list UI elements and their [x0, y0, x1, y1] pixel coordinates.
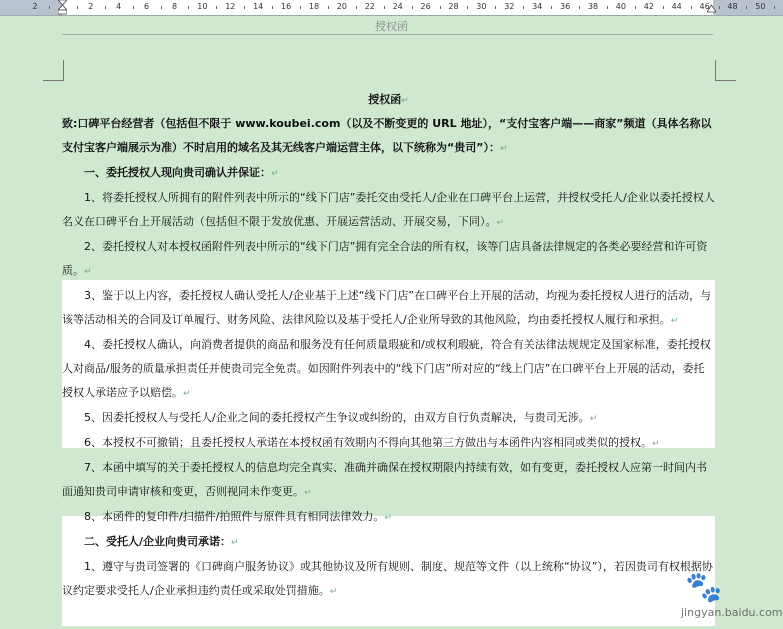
- ruler-tick: [663, 6, 664, 9]
- ruler-tick: [272, 6, 273, 9]
- clause-2-1: 1、遵守与贵司签署的《口碑商户服务协议》或其他协议及所有规则、制度、规范等文件（以上统称“协议”），若因贵司有权根据协议约定要求受托人/企业承担违约责任或采取处罚措施。↵: [62, 560, 713, 597]
- ruler-label: 28: [448, 2, 459, 11]
- ruler-label: 6: [144, 2, 150, 11]
- ruler-label: 30: [476, 2, 487, 11]
- ruler-label: 12: [225, 2, 236, 11]
- doc-addressee: 致:口碑平台经营者（包括但不限于 www.koubei.com（以及不断变更的 URL 地址），“支付宝客户端——商家”频道（具体名称以支付宝客户端展示为准）不时启用的域名及其无线客户端运营主体，以下统称为“贵司”）：↵: [62, 117, 712, 154]
- ruler-label: 20: [336, 2, 347, 11]
- ruler-tick: [49, 6, 50, 9]
- ruler-label: 2: [88, 2, 94, 11]
- ruler-tick: [77, 6, 78, 9]
- clause-2: 2、委托授权人对本授权函附件列表中所示的“线下门店”拥有完全合法的所有权，该等门店具备法律规定的各类必要经营和许可资质。↵: [62, 240, 708, 277]
- ruler-tick: [691, 6, 692, 9]
- ruler-tick: [384, 6, 385, 9]
- ruler-tick: [105, 6, 106, 9]
- ruler-tick: [328, 6, 329, 9]
- ruler-label: 26: [420, 2, 431, 11]
- ruler-tick: [244, 6, 245, 9]
- clause-6: 6、本授权不可撤销；且委托授权人承诺在本授权函有效期内不得向其他第三方做出与本函件内容相同或类似的授权。↵: [84, 436, 660, 449]
- ruler-tick: [440, 6, 441, 9]
- ruler-label: 16: [281, 2, 292, 11]
- ruler-label: 50: [755, 2, 766, 11]
- crop-mark-top-left: [43, 60, 64, 81]
- clause-1: 1、将委托授权人所拥有的附件列表中所示的“线下门店”委托交由受托人/企业在口碑平台上运营，并授权受托人/企业以委托授权人名义在口碑平台上开展活动（包括但不限于发放优惠、开展运营活动、开展交易，下同）。↵: [62, 191, 715, 228]
- ruler-tick: [523, 6, 524, 9]
- ruler-tick: [300, 6, 301, 9]
- ruler-tick: [495, 6, 496, 9]
- doc-title: 授权函↵: [368, 93, 409, 106]
- ruler-label: 4: [116, 2, 122, 11]
- ruler-tick: [467, 6, 468, 9]
- clause-8: 8、本函件的复印件/扫描件/拍照件与原件具有相同法律效力。↵: [84, 510, 392, 523]
- ruler-tick: [161, 6, 162, 9]
- ruler-label: 24: [392, 2, 403, 11]
- ruler-tick: [188, 6, 189, 9]
- ruler-label: 8: [171, 2, 178, 11]
- ruler-tick: [216, 6, 217, 9]
- ruler-tick: [412, 6, 413, 9]
- ruler-label: 18: [308, 2, 320, 11]
- ruler-label: 44: [671, 2, 682, 11]
- watermark: [615, 568, 783, 628]
- ruler-label: 34: [532, 2, 543, 11]
- ruler-tick: [746, 6, 747, 9]
- clause-5: 5、因委托授权人与受托人/企业之间的委托授权产生争议或纠纷的，由双方自行负责解决，与贵司无涉。↵: [84, 411, 598, 424]
- ruler-tick: [579, 6, 580, 9]
- ruler-label: 38: [587, 2, 599, 11]
- paw-logo-icon: 🐾: [685, 570, 723, 605]
- ruler-label: 36: [560, 2, 571, 11]
- section-heading-2: 二、受托人/企业向贵司承诺：↵: [84, 535, 239, 548]
- clause-7: 7、本函中填写的关于委托授权人的信息均完全真实、准确并确保在授权期限内持续有效，如有变更，委托授权人应第一时间内书面通知贵司申请审核和变更，否则视同未作变更。↵: [62, 461, 707, 498]
- clause-4: 4、委托授权人确认，向消费者提供的商品和服务没有任何质量瑕疵和/或权利瑕疵，符合有关法律法规规定及国家标准，委托授权人对商品/服务的质量承担责任并使贵司完全免责。如因附件列表中的“线下门店”所对应的“线上门店”在口碑平台上开展的活动，委托授权人承诺应予以赔偿。↵: [62, 338, 711, 399]
- ruler-tick: [356, 6, 357, 9]
- right-indent-marker-icon[interactable]: [707, 0, 716, 15]
- ruler-tick: [635, 6, 636, 9]
- page-header: 授权函: [375, 20, 408, 33]
- ruler-labels: [0, 0, 783, 15]
- ruler-label: 42: [643, 2, 654, 11]
- ruler-tick: [133, 6, 134, 9]
- ruler-label: 22: [364, 2, 375, 11]
- ruler-tick: [719, 6, 720, 9]
- ruler-tick: [774, 6, 775, 9]
- ruler-label: 40: [615, 2, 626, 11]
- ruler-label: 46: [699, 2, 710, 11]
- horizontal-ruler[interactable]: [0, 0, 783, 16]
- ruler-tick: [607, 6, 608, 9]
- ruler-label: 2: [32, 2, 38, 11]
- ruler-label: 10: [197, 2, 208, 11]
- header-divider: [62, 34, 713, 35]
- document-body[interactable]: [62, 88, 715, 604]
- clause-3: 3、鉴于以上内容，委托授权人确认受托人/企业基于上述“线下门店”在口碑平台上开展的活动，均视为委托授权人进行的活动，与该等活动相关的合同及订单履行、财务风险、法律风险以及基于受托人/企业所导致的其他风险，均由委托授权人履行和承担。↵: [62, 289, 712, 326]
- ruler-label: 14: [253, 2, 264, 11]
- watermark-text: jingyan.baidu.com: [681, 606, 783, 619]
- document-page[interactable]: [0, 16, 783, 629]
- ruler-label: 32: [504, 2, 515, 11]
- section-heading-1: 一、委托授权人现向贵司确认并保证：↵: [84, 166, 279, 179]
- ruler-label: 48: [727, 2, 738, 11]
- crop-mark-top-right: [715, 60, 736, 81]
- left-indent-marker-icon[interactable]: [58, 0, 67, 15]
- ruler-tick: [551, 6, 552, 9]
